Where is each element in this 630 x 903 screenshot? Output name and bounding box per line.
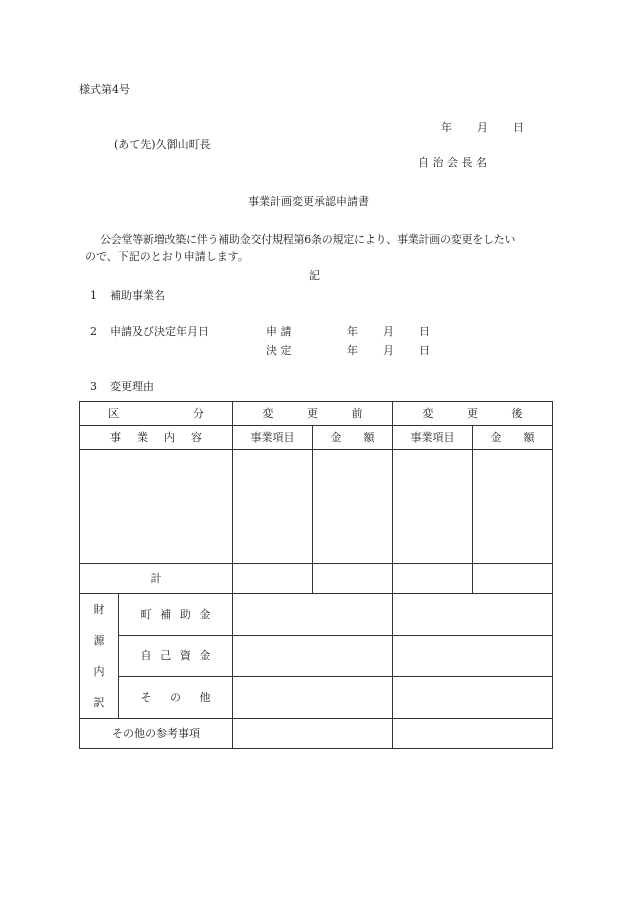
item-3-label: 変更理由	[110, 380, 154, 393]
item-1-number: 1	[90, 289, 97, 302]
form-number: 様式第4号	[79, 83, 130, 96]
decision-label: 決 定	[266, 344, 292, 357]
notes-after-cell	[393, 719, 553, 749]
date-year-label: 年	[441, 121, 452, 134]
item-3-number: 3	[90, 380, 97, 393]
content-item-after-cell	[393, 450, 473, 564]
funding-other-label: その他	[140, 691, 211, 705]
total-item-before-cell	[233, 564, 313, 594]
funding-group-label: 財源内訳	[93, 603, 105, 709]
content-amount-after-cell	[473, 450, 553, 564]
subheader-amount-after	[473, 426, 553, 450]
funding-other-after-cell	[393, 677, 553, 719]
subheader-row	[80, 426, 553, 450]
date-month-label: 月	[477, 121, 488, 134]
header-row	[80, 402, 553, 426]
funding-own-after-cell	[393, 635, 553, 677]
header-before-label: 変更前	[262, 407, 363, 420]
decision-month-label: 月	[383, 344, 394, 357]
total-amount-before-cell	[313, 564, 393, 594]
header-after	[393, 402, 553, 426]
content-amount-before-cell	[313, 450, 393, 564]
subheader-amount-before	[313, 426, 393, 450]
item-2-number: 2	[90, 325, 97, 338]
body-text-line-2: ので、下記のとおり申請します。	[85, 250, 249, 263]
funding-row-own	[80, 635, 553, 677]
total-item-after-cell	[393, 564, 473, 594]
content-cell	[80, 450, 233, 564]
decision-year-label: 年	[347, 344, 358, 357]
apply-day-label: 日	[419, 325, 430, 338]
item-1-label: 補助事業名	[110, 289, 165, 302]
subheader-item-after	[393, 426, 473, 450]
change-table	[79, 401, 553, 749]
subheader-content-label: 事業内容	[110, 431, 202, 444]
funding-other-before-cell	[233, 677, 393, 719]
content-item-before-cell	[233, 450, 313, 564]
applicant-label: 自 治 会 長 名	[418, 156, 487, 169]
notes-label: その他の参考事項	[112, 727, 200, 740]
funding-own-label: 自己資金	[140, 649, 211, 663]
notes-row	[80, 719, 553, 749]
item-2-label: 申請及び決定年月日	[110, 325, 209, 338]
subheader-amount-after-label: 金額	[490, 431, 535, 444]
apply-month-label: 月	[383, 325, 394, 338]
body-text-line-1: 公会堂等新増改築に伴う補助金交付規程第6条の規定により、事業計画の変更をしたい	[100, 233, 516, 246]
subheader-content	[80, 426, 233, 450]
content-row	[80, 450, 553, 564]
addressee: (あて先)久御山町長	[114, 138, 211, 151]
header-after-label: 変更後	[422, 407, 523, 420]
subheader-item-before-label: 事業項目	[250, 431, 295, 444]
funding-subsidy-label-cell	[119, 594, 233, 636]
funding-subsidy-label: 町補助金	[140, 607, 211, 621]
funding-own-label-cell	[119, 635, 233, 677]
notes-before-cell	[233, 719, 393, 749]
total-amount-after-cell	[473, 564, 553, 594]
apply-year-label: 年	[347, 325, 358, 338]
date-day-label: 日	[513, 121, 524, 134]
header-kubun-label: 区分	[108, 407, 204, 420]
funding-own-before-cell	[233, 635, 393, 677]
funding-subsidy-after-cell	[393, 594, 553, 636]
funding-row-other	[80, 677, 553, 719]
ki-label: 記	[309, 269, 320, 282]
header-before	[233, 402, 393, 426]
header-kubun	[80, 402, 233, 426]
funding-row-subsidy	[80, 594, 553, 636]
total-label-cell	[80, 564, 233, 594]
apply-label: 申 請	[266, 325, 292, 338]
total-row	[80, 564, 553, 594]
subheader-item-after-label: 事業項目	[410, 431, 455, 444]
subheader-item-before	[233, 426, 313, 450]
document-title: 事業計画変更承認申請書	[248, 195, 369, 208]
funding-other-label-cell	[119, 677, 233, 719]
subheader-amount-before-label: 金額	[330, 431, 375, 444]
funding-subsidy-before-cell	[233, 594, 393, 636]
funding-group-cell	[80, 594, 119, 719]
total-label: 計	[150, 572, 162, 585]
decision-day-label: 日	[419, 344, 430, 357]
notes-label-cell	[80, 719, 233, 749]
